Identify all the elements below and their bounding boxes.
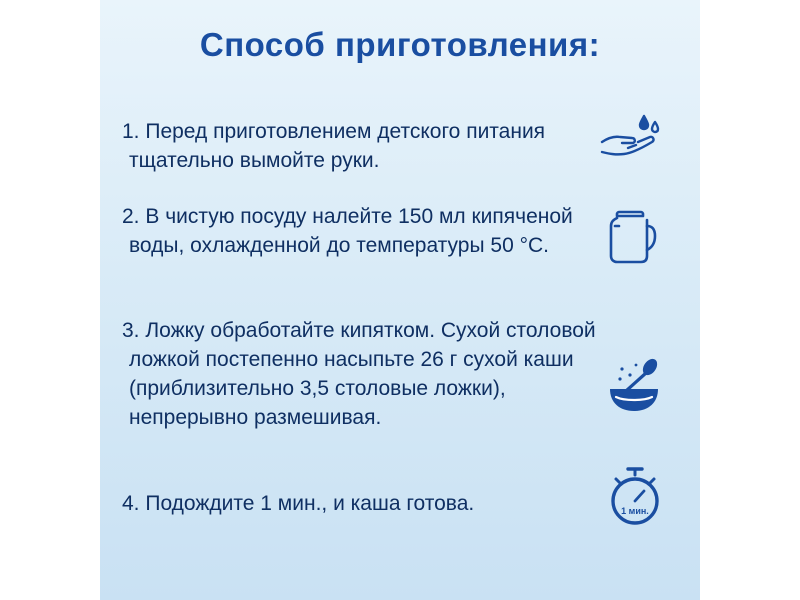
step-text: Подождите 1 мин., и каша готова. (145, 492, 475, 515)
step-number: 4. (122, 492, 140, 515)
stopwatch-label: 1 мин. (621, 506, 649, 516)
instructions-panel (100, 0, 700, 600)
step-3 (122, 316, 599, 432)
step-number: 3. (122, 319, 140, 342)
step-text: Перед приготовлением детского питания тщательно вымойте руки. (129, 120, 546, 172)
stopwatch-icon (608, 465, 662, 527)
step-number: 2. (122, 205, 140, 228)
step-2 (122, 202, 599, 260)
step-number: 1. (122, 120, 140, 143)
step-4 (122, 489, 599, 518)
hand-wash-icon (598, 112, 664, 162)
kettle-icon (605, 206, 657, 266)
step-1 (122, 117, 599, 175)
page-title: Способ приготовления: (199, 26, 601, 63)
bowl-spoon-icon (606, 355, 662, 413)
step-text: Ложку обработайте кипятком. Сухой столовой ложкой постепенно насыпьте 26 г сухой каши (приблизительно 3,5 столовые ложки), непрерывно размешивая. (129, 319, 596, 429)
step-text: В чистую посуду налейте 150 мл кипяченой воды, охлажденной до температуры 50 °С. (129, 205, 573, 257)
